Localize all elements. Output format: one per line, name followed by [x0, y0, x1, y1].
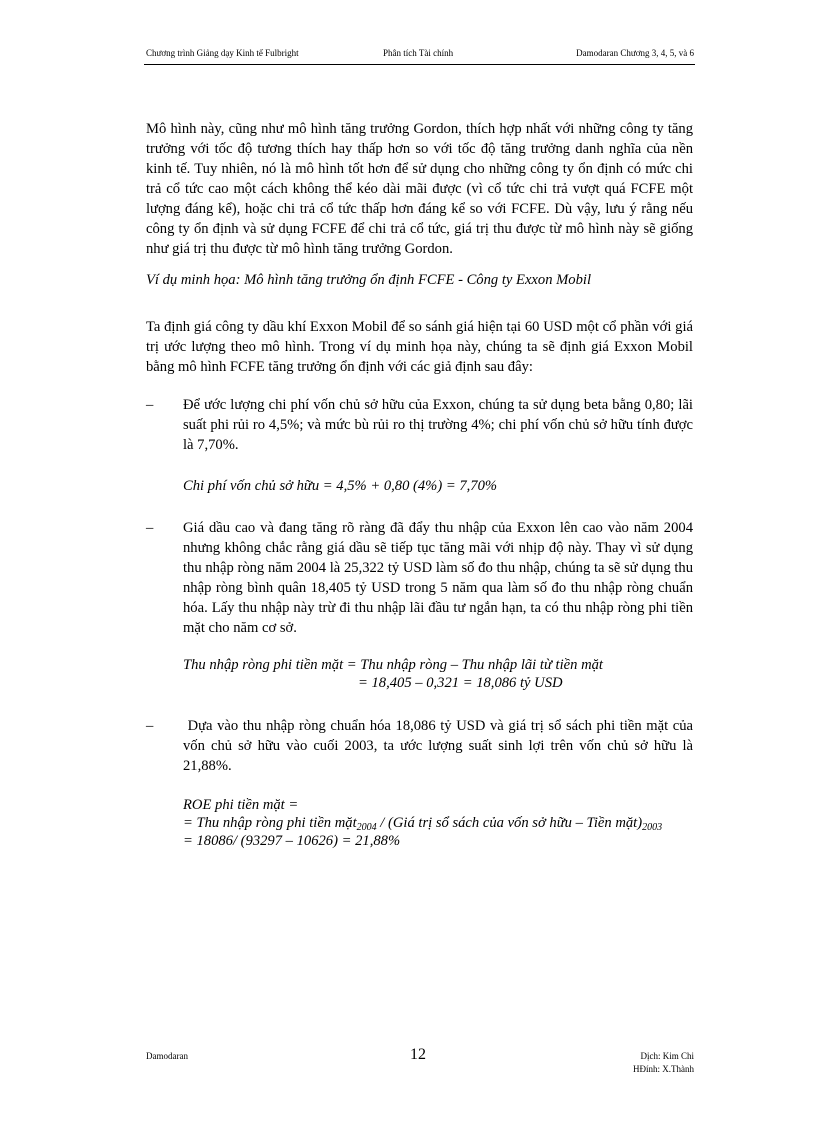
roe-label: ROE phi tiền mặt = [183, 797, 299, 813]
bullet-2-text: Giá dầu cao và đang tăng rõ ràng đã đẩy thu nhập của Exxon lên cao vào năm 2004 nhưng không chắc rằng giá dầu sẽ tiếp tục tăng mãi với nhịp độ này. Thay vì sử dụng thu nhập ròng năm 2004 là 25,322 tỷ USD làm số đo thu nhập, chúng ta sẽ sử dụng thu nhập ròng bình quân 18,405 tỷ USD trong 5 năm qua làm số đo thu nhập ròng chuẩn hóa. Lấy thu nhập này trừ đi thu nhập lãi đầu tư ngắn hạn, ta có thu nhập ròng phi tiền mặt cho năm cơ sở. [183, 520, 693, 636]
bullet-1-text: Để ước lượng chi phí vốn chủ sở hữu của Exxon, chúng ta sử dụng beta bằng 0,80; lãi suất phi rủi ro 4,5%; và mức bù rủi ro thị trường 4%; chi phí vốn chủ sở hữu tính được là 7,70%. [183, 397, 693, 453]
net-income-formula-line1: Thu nhập ròng phi tiền mặt = Thu nhập ròng – Thu nhập lãi từ tiền mặt [183, 657, 603, 673]
roe-formula-line2: = Thu nhập ròng phi tiền mặt$_{2004}$ / (Giá trị sổ sách của vốn sở hữu – Tiền $mặt)_{2003}$ [183, 815, 663, 833]
header-chapters: Damodaran Chương 3, 4, 5, và 6 [576, 48, 694, 58]
cost-of-equity-formula: Chi phí vốn chủ sở hữu = 4,5% + 0,80 (4%) = 7,70% [183, 478, 498, 494]
bullet-marker: – [146, 520, 154, 536]
bullet-marker: – [146, 397, 154, 413]
intro-paragraph: Mô hình này, cũng như mô hình tăng trưởng Gordon, thích hợp nhất với những công ty tăng trưởng với tốc độ tương thích hay thấp hơn so với tốc độ tăng trưởng danh nghĩa của nền kinh tế. Tuy nhiên, nó là mô hình tốt hơn để sử dụng cho những công ty ổn định có mức chi trả cổ tức cao một cách không thể kéo dài mãi được (vì cổ tức chi trả vượt quá FCFE một lượng đáng kể), hoặc chi trả cổ tức thấp hơn đáng kể so với FCFE. Dù vậy, lưu ý rằng nếu công ty ổn định và sử dụng FCFE để chi trả cổ tức, giá trị thu được từ mô hình này sẽ giống như giá trị thu được từ mô hình tăng trưởng Gordon. [146, 121, 693, 257]
page-number: 12 [410, 1046, 426, 1063]
roe-formula-line3: = 18086/ (93297 – 10626) = 21,88% [183, 833, 401, 849]
footer-editor: HĐính: X.Thành [633, 1064, 694, 1074]
footer-translator: Dịch: Kim Chi [640, 1051, 694, 1061]
header-course: Chương trình Giảng dạy Kinh tế Fulbright [146, 48, 299, 58]
bullet-3-text: Dựa vào thu nhập ròng chuẩn hóa 18,086 tỷ USD và giá trị sổ sách phi tiền mặt của vốn chủ sở hữu vào cuối 2003, ta ước lượng suất sinh lợi trên vốn chủ sở hữu là 21,88%. [183, 718, 697, 774]
example-intro: Ta định giá công ty dầu khí Exxon Mobil để so sánh giá hiện tại 60 USD một cổ phần với giá trị ước lượng theo mô hình. Trong ví dụ minh họa này, chúng ta sẽ định giá Exxon Mobil bằng mô hình FCFE tăng trưởng ổn định với các giả định sau đây: [146, 319, 693, 375]
net-income-formula-line2: = 18,405 – 0,321 = 18,086 tỷ USD [358, 675, 563, 691]
footer-author: Damodaran [146, 1051, 188, 1061]
header-subject: Phân tích Tài chính [383, 48, 454, 58]
header-divider [144, 64, 695, 65]
example-title: Ví dụ minh họa: Mô hình tăng trưởng ổn định FCFE - Công ty Exxon Mobil [146, 272, 592, 288]
bullet-marker: – [146, 718, 154, 734]
